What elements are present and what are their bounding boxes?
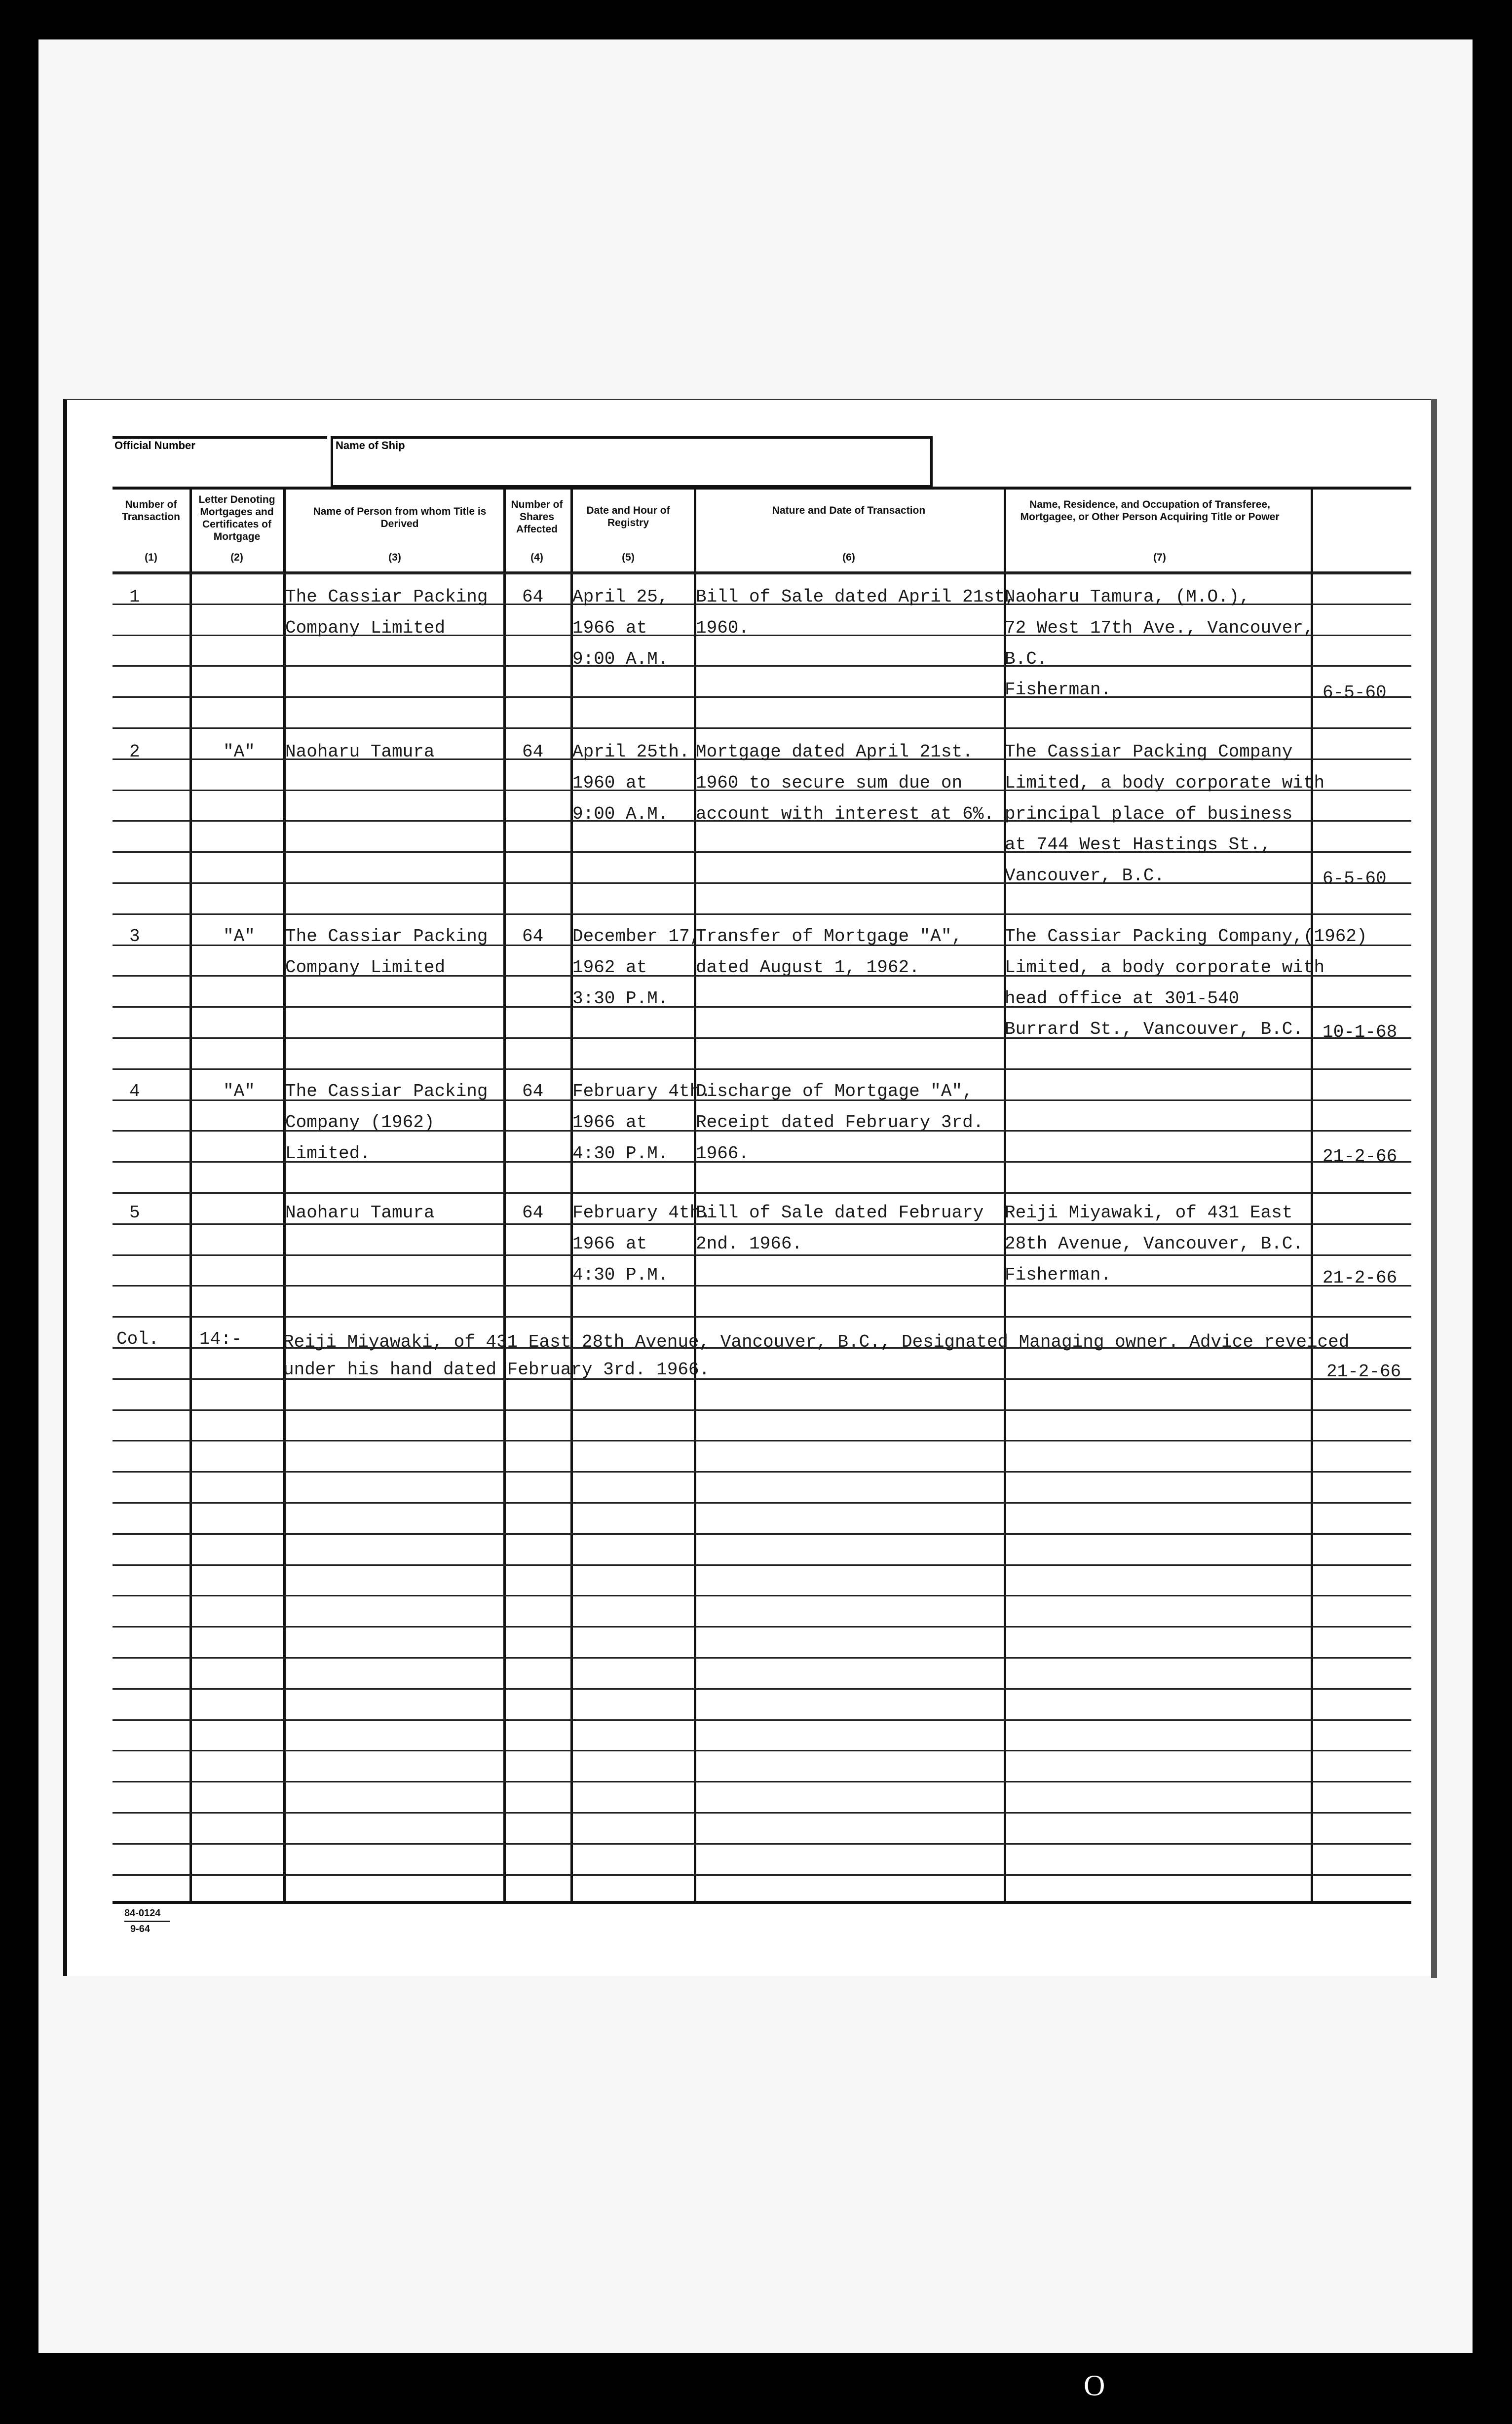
ruled-line [113, 1316, 1411, 1318]
acquirer-details: Vancouver, B.C. [1005, 866, 1165, 886]
title-derived-from: The Cassiar Packing [285, 926, 488, 947]
acquirer-details: The Cassiar Packing Company [1005, 742, 1293, 762]
transaction-nature: Mortgage dated April 21st. [696, 742, 973, 762]
ruled-line [113, 1781, 1411, 1782]
ruled-line [113, 1502, 1411, 1504]
film-mark: O [1084, 2369, 1105, 2402]
registry-date: 1962 at [572, 957, 647, 978]
mortgage-letter: "A" [223, 1081, 255, 1101]
col-header-3: Name of Person from whom Title is Derived [313, 506, 487, 530]
transaction-nature: Bill of Sale dated April 21st, [696, 587, 1016, 607]
transaction-nature: Bill of Sale dated February [696, 1203, 984, 1223]
registry-date: February 4th. [572, 1081, 711, 1101]
ruled-line [113, 1471, 1411, 1473]
col-num-6: (6) [842, 552, 855, 563]
header-top-rule [113, 487, 1411, 490]
registry-date: February 4th. [572, 1203, 711, 1223]
col-header-1: Number of Transaction [122, 499, 180, 523]
registry-date: December 17, [572, 926, 701, 947]
acquirer-details: Fisherman. [1005, 1265, 1112, 1285]
acquirer-details: Naoharu Tamura, (M.O.), [1005, 587, 1250, 607]
acquirer-details: head office at 301-540 [1005, 988, 1240, 1009]
title-derived-from: The Cassiar Packing [285, 1081, 488, 1101]
title-derived-from: Company Limited [285, 618, 446, 638]
registry-date: 1966 at [572, 618, 647, 638]
col-note-label: Col. [116, 1329, 159, 1349]
transaction-number: 5 [129, 1203, 140, 1223]
ruled-line [113, 572, 1411, 574]
acquirer-details: 72 West 17th Ave., Vancouver, [1005, 618, 1314, 638]
registry-date: April 25th. [572, 742, 690, 762]
transaction-nature: Discharge of Mortgage "A", [696, 1081, 973, 1101]
endorsement-date: 21-2-66 [1323, 1146, 1398, 1167]
acquirer-details: Limited, a body corporate with [1005, 773, 1325, 793]
col-num-2: (2) [230, 552, 243, 563]
title-derived-from: Company Limited [285, 957, 446, 978]
ruled-line [113, 1440, 1411, 1441]
film-border-top [0, 0, 1512, 39]
film-border-right [1473, 0, 1512, 2424]
shares-affected: 64 [522, 1203, 544, 1223]
ruled-line [113, 1533, 1411, 1535]
transaction-nature: 1960. [696, 618, 750, 638]
official-number-label: Official Number [114, 439, 195, 452]
endorsement-date: 6-5-60 [1323, 682, 1387, 703]
mortgage-letter: "A" [223, 742, 255, 762]
form-revision-date: 9-64 [130, 1924, 151, 1934]
ruled-line [113, 913, 1411, 915]
transaction-nature: dated August 1, 1962. [696, 957, 920, 978]
ruled-line [113, 1626, 1411, 1628]
col-header-2: Letter Denoting Mortgages and Certificates of Mortgage [198, 494, 275, 542]
col-header-6: Nature and Date of Transaction [772, 505, 926, 516]
endorsement-date: 6-5-60 [1323, 869, 1387, 889]
ruled-line [113, 1192, 1411, 1194]
film-tick [1107, 32, 1112, 39]
name-of-ship-box [331, 436, 933, 488]
acquirer-details: at 744 West Hastings St., [1005, 834, 1272, 855]
endorsement-date: 10-1-68 [1323, 1022, 1398, 1042]
title-derived-from: Company (1962) [285, 1112, 435, 1133]
ruled-line [113, 1068, 1411, 1070]
col-num-7: (7) [1153, 552, 1166, 563]
title-derived-from: Naoharu Tamura [285, 742, 435, 762]
form-code-rule [124, 1921, 170, 1922]
transaction-nature: 1966. [696, 1143, 750, 1164]
col-note-ref: 14:- [199, 1329, 242, 1349]
transaction-number: 2 [129, 742, 140, 762]
film-border-left [0, 0, 38, 2424]
ruled-line [113, 1812, 1411, 1814]
official-number-box [113, 436, 327, 439]
film-border-bottom [0, 2353, 1512, 2424]
form-code: 84-0124 [124, 1908, 161, 1919]
registry-date: 4:30 P.M. [572, 1265, 669, 1285]
ruled-line [113, 1657, 1411, 1659]
transaction-nature: 2nd. 1966. [696, 1234, 803, 1254]
registry-date: 9:00 A.M. [572, 804, 669, 824]
registry-date: 4:30 P.M. [572, 1143, 669, 1164]
shares-affected: 64 [522, 742, 544, 762]
col-header-7: Name, Residence, and Occupation of Transferee, Mortgagee, or Other Person Acquiring Title or Power [1020, 499, 1280, 523]
ruled-line [113, 1874, 1411, 1876]
ruled-line [113, 727, 1411, 729]
acquirer-details: B.C. [1005, 649, 1048, 669]
acquirer-details: 28th Avenue, Vancouver, B.C. [1005, 1234, 1303, 1254]
title-derived-from: The Cassiar Packing [285, 587, 488, 607]
acquirer-details: The Cassiar Packing Company,(1962) [1005, 926, 1367, 947]
ruled-line [113, 1750, 1411, 1751]
ruled-line [113, 696, 1411, 698]
transaction-nature: Receipt dated February 3rd. [696, 1112, 984, 1133]
registry-date: 1960 at [572, 773, 647, 793]
ruled-line [113, 1688, 1411, 1690]
table-bottom-rule [113, 1901, 1411, 1904]
form-edge-shadow [1431, 399, 1437, 1978]
col-num-3: (3) [388, 552, 401, 563]
ruled-line [113, 1843, 1411, 1845]
endorsement-date: 21-2-66 [1323, 1268, 1398, 1288]
name-of-ship-label: Name of Ship [336, 439, 405, 452]
registry-date: 1966 at [572, 1234, 647, 1254]
ruled-line [113, 665, 1411, 667]
transaction-nature: 1960 to secure sum due on [696, 773, 963, 793]
col-note-date: 21-2-66 [1326, 1362, 1401, 1382]
transaction-number: 3 [129, 926, 140, 947]
ruled-line [113, 882, 1411, 884]
shares-affected: 64 [522, 587, 544, 607]
col-note-line-2: under his hand dated February 3rd. 1966. [283, 1360, 710, 1380]
registry-date: 9:00 A.M. [572, 649, 669, 669]
title-derived-from: Naoharu Tamura [285, 1203, 435, 1223]
transaction-number: 4 [129, 1081, 140, 1101]
shares-affected: 64 [522, 1081, 544, 1101]
shares-affected: 64 [522, 926, 544, 947]
col-header-4: Number of Shares Affected [511, 499, 563, 535]
col-header-5: Date and Hour of Registry [586, 505, 670, 529]
col-num-4: (4) [530, 552, 543, 563]
registry-date: 1966 at [572, 1112, 647, 1133]
ruled-line [113, 1285, 1411, 1287]
ruled-line [113, 1595, 1411, 1596]
col-note-line-1: Reiji Miyawaki, of 431 East 28th Avenue, Vancouver, B.C., Designated Managing owner. Advice reveiced [283, 1332, 1350, 1352]
acquirer-details: Limited, a body corporate with [1005, 957, 1325, 978]
acquirer-details: principal place of business [1005, 804, 1293, 824]
acquirer-details: Burrard St., Vancouver, B.C. [1005, 1019, 1303, 1039]
col-num-1: (1) [145, 552, 157, 563]
mortgage-letter: "A" [223, 926, 255, 947]
ruled-line [113, 1719, 1411, 1721]
acquirer-details: Reiji Miyawaki, of 431 East [1005, 1203, 1293, 1223]
transaction-nature: Transfer of Mortgage "A", [696, 926, 963, 947]
transaction-number: 1 [129, 587, 140, 607]
col-num-5: (5) [622, 552, 635, 563]
registry-date: 3:30 P.M. [572, 988, 669, 1009]
acquirer-details: Fisherman. [1005, 680, 1112, 700]
registry-date: April 25, [572, 587, 669, 607]
ruled-line [113, 1564, 1411, 1566]
ruled-line [113, 1409, 1411, 1411]
title-derived-from: Limited. [285, 1143, 371, 1164]
transaction-nature: account with interest at 6%. [696, 804, 994, 824]
